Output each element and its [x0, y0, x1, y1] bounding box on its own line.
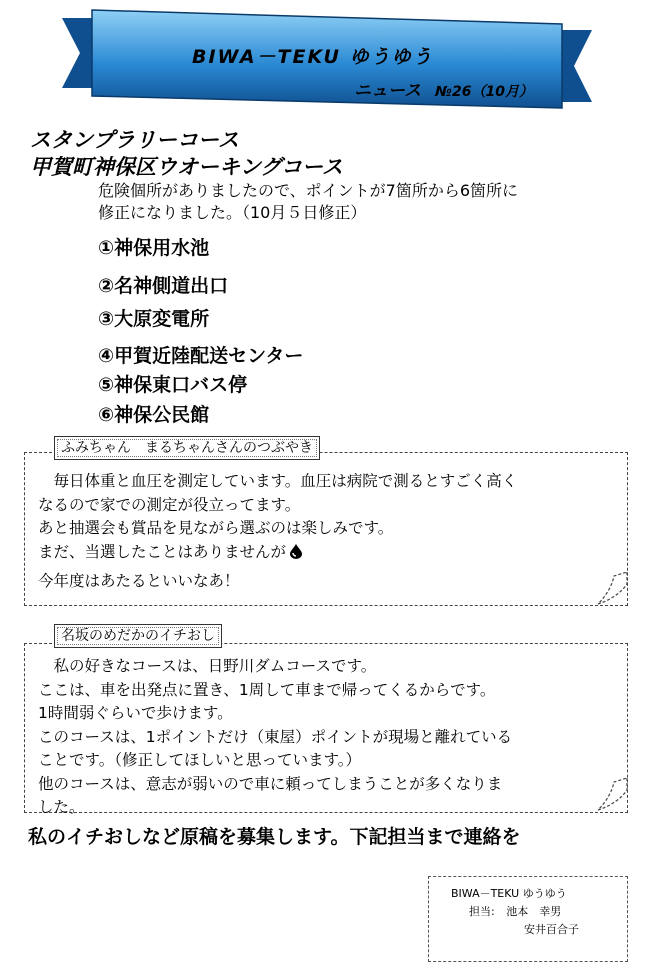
sweat-drop-icon: [288, 543, 304, 559]
contact-label: 担当:: [469, 905, 495, 918]
contact-name: 池本 幸男: [506, 905, 562, 918]
subtitle-text: ニュース: [354, 81, 422, 101]
column-line: 他のコースは、意志が弱いので車に頼ってしまうことが多くなりま: [38, 774, 503, 793]
checkpoint-item: ⑥神保公民館: [98, 404, 210, 426]
contact-box: [428, 876, 628, 962]
course-heading-2: 甲賀町神保区ウオーキングコース: [30, 155, 343, 179]
column-line: ことです。（修正してほしいと思っています。）: [38, 751, 362, 769]
column-line: 1時間弱ぐらいで歩けます。: [38, 704, 233, 722]
column-line: ここは、車を出発点に置き、1周して車まで帰ってくるからです。: [38, 680, 496, 699]
notice-line-2: 修正になりました。（10月５日修正）: [98, 203, 367, 222]
column-label-1: ふみちゃん まるちゃんさんのつぶやき: [54, 436, 320, 460]
newsletter-title: BIWA－TEKU ゆうゆう: [192, 46, 434, 68]
column-line: した。: [38, 798, 85, 816]
checkpoint-item: ⑤神保東口バス停: [98, 374, 248, 396]
column-line: なるので家での測定が役立ってます。: [38, 495, 301, 514]
recruitment-message: 私のイチおしなど原稿を募集します。下記担当まで連絡を: [28, 826, 521, 848]
contact-row: [469, 903, 561, 920]
column-line: [38, 541, 517, 565]
page-curl-icon: [594, 572, 628, 606]
column-line-text: まだ、当選したことはありませんが: [38, 542, 287, 561]
contact-name: 安井百合子: [524, 923, 579, 936]
checkpoint-item: ①神保用水池: [98, 237, 210, 259]
checkpoint-item: ④甲賀近陸配送センター: [98, 345, 304, 367]
column-line: このコースは、1ポイントだけ（東屋）ポイントが現場と離れている: [38, 727, 513, 746]
column-label-2: 名坂のめだかのイチおし: [54, 624, 222, 648]
notice-line-1: 危険個所がありましたので、ポイントが7箇所から6箇所に: [98, 181, 519, 200]
column-text-1: [38, 470, 517, 594]
course-heading-1: スタンプラリーコース: [30, 128, 239, 152]
page-curl-icon: [594, 778, 628, 812]
issue-number: №26（10月）: [435, 84, 533, 100]
newsletter-subtitle: [354, 76, 533, 101]
course-notice: [98, 180, 618, 224]
column-line: 今年度はあたるといいなあ！: [38, 572, 240, 590]
column-text-2: [38, 655, 512, 820]
header-banner: [62, 8, 592, 110]
column-line: 毎日体重と血圧を測定しています。血圧は病院で測るとすごく高く: [38, 472, 518, 490]
checkpoint-item: ②名神側道出口: [98, 275, 229, 297]
contact-organization: BIWA－TEKU ゆうゆう: [451, 887, 567, 900]
column-line: 私の好きなコースは、日野川ダムコースです。: [38, 657, 377, 675]
column-line: あと抽選会も賞品を見ながら選ぶのは楽しみです。: [38, 519, 394, 537]
checkpoint-item: ③大原変電所: [98, 308, 210, 330]
